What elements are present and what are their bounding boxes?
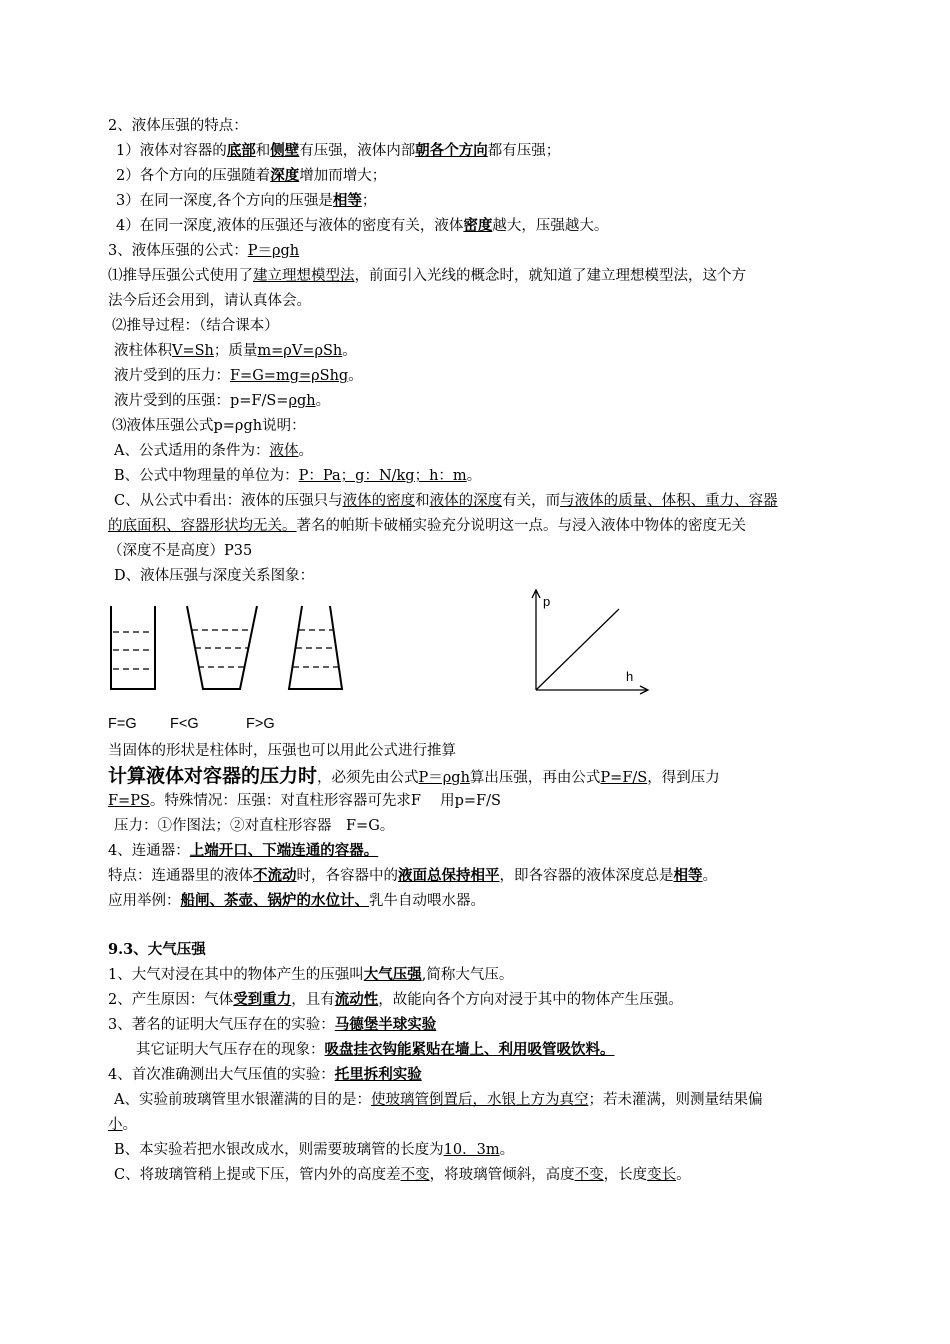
text-span: C、从公式中看出：液体的压强只与 <box>114 493 343 509</box>
text-span: P：Pa；g：N/kg；h：m <box>298 468 467 484</box>
text-span: 变长 <box>647 1167 677 1183</box>
text-span: 9.3、大气压强 <box>108 941 206 958</box>
atm-a-line-1 <box>114 1090 762 1110</box>
text-span: ，即各容器的液体深度总是 <box>499 868 674 884</box>
atm-4 <box>108 1065 422 1085</box>
text-span: m=ρV=ρSh <box>257 343 343 359</box>
text-span: 托里拆利实验 <box>334 1066 422 1083</box>
atm-3-other <box>136 1040 615 1060</box>
text-span: 。 <box>342 343 357 359</box>
text-span: 2、产生原因：气体 <box>108 992 234 1008</box>
text-span: 底部 <box>226 142 256 159</box>
text-span: 流动性 <box>334 991 379 1008</box>
atm-a-line-2 <box>108 1115 137 1135</box>
text-span: 建立理想模型法 <box>253 268 355 284</box>
text-span: 著名的帕斯卡破桶实验充分说明这一点。与浸入液体中物体的密度无关 <box>296 518 746 534</box>
text-span: ρgh <box>288 393 316 409</box>
text-span: 。 <box>466 468 482 484</box>
text-span: 4、连通器： <box>108 843 190 859</box>
section-4 <box>108 841 378 861</box>
text-span: 使玻璃管倒置后，水银上方为真空 <box>370 1092 589 1108</box>
calc-line-1 <box>108 764 720 790</box>
calc-line-3 <box>114 816 394 836</box>
text-span: A、实验前玻璃管里水银灌满的目的是： <box>114 1092 371 1108</box>
text-span: 不变 <box>574 1167 604 1183</box>
text-span: 。 <box>315 393 331 409</box>
text-span: 4、首次准确测出大气压值的实验： <box>108 1067 335 1083</box>
text-span: P＝ρgh <box>418 770 470 786</box>
graph-h-label: h <box>626 669 634 684</box>
text-span: 吸盘挂衣钩能紧贴在墙上、利用吸管吸饮料。 <box>324 1041 615 1058</box>
text-span: 特点：连通器里的液体 <box>108 868 253 884</box>
text-span: 液体的深度 <box>429 493 503 509</box>
text-span: 1、大气对浸在其中的物体产生的压强叫 <box>108 967 364 983</box>
text-span: 2）各个方向的压强随着 <box>116 168 271 184</box>
container-tapered <box>289 606 342 689</box>
container-flared <box>187 606 257 689</box>
text-span: A、公式适用的条件为： <box>114 443 270 459</box>
text-span: ⑴推导压强公式使用了 <box>108 268 253 284</box>
solid-note <box>108 741 456 761</box>
text-span: 液片受到的压强：p=F/S= <box>114 393 289 409</box>
text-span: F=PS <box>108 793 150 809</box>
text-span: ，得到压力 <box>647 770 720 786</box>
text-span: V=Sh <box>172 343 214 359</box>
text-span: 10．3m <box>443 1142 500 1158</box>
text-span: 。特殊情况：压强：对直柱形容器可先求F 用p=F/S <box>149 793 501 809</box>
text-span: 受到重力 <box>233 991 292 1008</box>
section-9-3-title <box>108 940 206 960</box>
graph-p-label: p <box>543 594 551 609</box>
text-span: ，长度 <box>603 1167 648 1183</box>
text-span: 液面总保持相平 <box>398 867 500 884</box>
atm-b <box>114 1140 514 1160</box>
atm-c <box>114 1165 691 1185</box>
text-span: 液体 <box>269 443 299 459</box>
text-span: 密度 <box>463 217 493 234</box>
text-span: F=G=mg=ρShg <box>230 368 349 384</box>
text-span: 越大，压强越大。 <box>492 218 609 234</box>
text-span: 。 <box>298 443 313 459</box>
atm-2 <box>108 990 683 1010</box>
text-span: P=F/S <box>600 770 648 786</box>
text-span: 和 <box>255 143 271 159</box>
label-less: F<G <box>170 716 199 732</box>
text-span: ；质量 <box>213 343 258 359</box>
text-span: 。 <box>499 1142 515 1158</box>
graph-line <box>536 609 619 690</box>
text-span: 有压强，液体内部 <box>299 143 416 159</box>
text-span: 与液体的质量、体积、重力、容器 <box>560 493 778 509</box>
text-span: 朝各个方向 <box>415 142 488 159</box>
text-span: 液片受到的压力： <box>114 368 230 384</box>
text-span: 。 <box>122 1117 137 1133</box>
text-span: 上端开口、下端连通的容器。 <box>189 842 379 859</box>
text-span: （深度不是高度）P35 <box>108 543 253 559</box>
text-span: 。 <box>348 368 363 384</box>
text-span: 小 <box>108 1117 123 1133</box>
text-span: D、液体压强与深度关系图象： <box>114 568 315 584</box>
text-span: 深度 <box>270 167 300 184</box>
text-span: 压力：①作图法；②对直柱形容器 F=G。 <box>114 818 395 834</box>
text-span: ⑵推导过程：（结合课本） <box>112 318 279 334</box>
calc-line-2 <box>108 791 501 811</box>
section-4-feature <box>108 866 717 886</box>
text-span: ,简称大气压。 <box>421 967 514 983</box>
atm-1 <box>108 965 513 985</box>
text-span: 4）在同一深度,液体的压强还与液体的密度有关，液体 <box>116 218 464 234</box>
text-span: 2、液体压强的特点： <box>108 118 248 134</box>
text-span: 马德堡半球实验 <box>334 1016 437 1033</box>
text-span: 法今后还会用到，请认真体会。 <box>108 293 311 309</box>
text-span: B、本实验若把水银改成水，则需要玻璃管的长度为 <box>114 1142 444 1158</box>
text-span: ⑶液体压强公式p=ρgh说明： <box>112 418 306 434</box>
text-span: 乳牛自动喂水器。 <box>369 893 485 909</box>
text-span: ，将玻璃管倾斜，高度 <box>429 1167 575 1183</box>
text-span: 计算液体对容器的压力时 <box>108 765 318 787</box>
text-span: 其它证明大气压存在的现象： <box>136 1042 325 1058</box>
text-span: 1）液体对容器的 <box>116 143 227 159</box>
text-span: 算出压强，再由公式 <box>469 770 601 786</box>
label-equal: F=G <box>108 716 137 732</box>
text-span: ，前面引入光线的概念时，就知道了建立理想模型法，这个方 <box>354 268 746 284</box>
text-span: B、公式中物理量的单位为： <box>114 468 299 484</box>
container-straight <box>111 606 155 689</box>
text-span: 液柱体积 <box>114 343 172 359</box>
text-span: ；若未灌满，则测量结果偏 <box>588 1092 763 1108</box>
text-span: C、将玻璃管稍上提或下压，管内外的高度差 <box>114 1167 401 1183</box>
text-span: 侧壁 <box>270 142 300 159</box>
text-span: 都有压强； <box>487 143 561 159</box>
text-span: 3）在同一深度,各个方向的压强是 <box>116 193 333 209</box>
text-span: 增加而增大； <box>299 168 387 184</box>
text-span: 。 <box>676 1167 691 1183</box>
section-4-examples <box>108 891 485 911</box>
text-span: ，且有 <box>291 992 335 1008</box>
text-span: 的底面积、容器形状均无关。 <box>108 518 297 534</box>
text-span: 。 <box>702 868 717 884</box>
text-span: ，必须先由公式 <box>317 770 419 786</box>
text-span: ； <box>361 193 377 209</box>
text-span: 大气压强 <box>363 966 422 983</box>
text-span: 相等 <box>673 867 703 884</box>
text-span: 有关，而 <box>502 493 561 509</box>
text-span: 不变 <box>400 1167 430 1183</box>
label-greater: F>G <box>246 716 275 732</box>
text-span: 3、液体压强的公式： <box>108 243 248 259</box>
text-span: 当固体的形状是柱体时，压强也可以用此公式进行推算 <box>108 743 456 759</box>
text-span: P＝ρgh <box>247 243 300 259</box>
text-span: ，故能向各个方向对浸于其中的物体产生压强。 <box>378 992 683 1008</box>
text-span: 不流动 <box>253 867 297 884</box>
text-span: 3、著名的证明大气压存在的实验： <box>108 1017 335 1033</box>
text-span: 时，各容器中的 <box>296 868 398 884</box>
text-span: 船闸、茶壶、锅炉的水位计、 <box>180 892 369 909</box>
text-span: 和 <box>415 493 430 509</box>
atm-3 <box>108 1015 436 1035</box>
text-span: 相等 <box>332 192 362 209</box>
text-span: 液体的密度 <box>342 493 416 509</box>
text-span: 应用举例： <box>108 893 181 909</box>
